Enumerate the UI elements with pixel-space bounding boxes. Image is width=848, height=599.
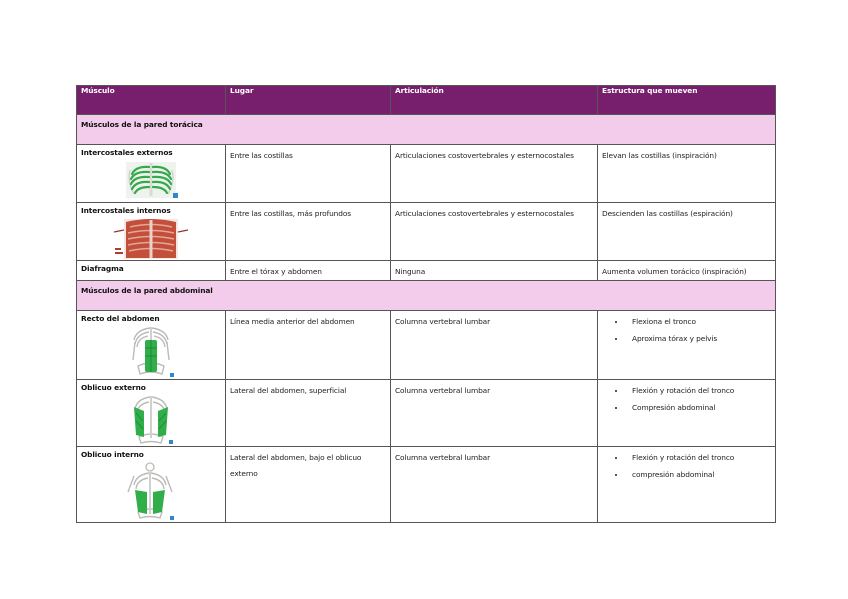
header-lugar: Lugar xyxy=(226,86,391,115)
articulacion-text: Articulaciones costovertebrales y esternocostales xyxy=(395,209,574,218)
estructura-text: Descienden las costillas (espiración) xyxy=(602,209,733,218)
estructura-list xyxy=(602,380,771,416)
skeleton-internal-oblique-illustration xyxy=(126,462,176,522)
lugar-text: Lateral del abdomen, bajo el oblicuo externo xyxy=(230,453,362,478)
list-item: • Flexión y rotación del tronco xyxy=(626,449,771,466)
header-articulacion: Articulación xyxy=(391,86,598,115)
table-row xyxy=(77,380,776,447)
articulacion-text: Columna vertebral lumbar xyxy=(395,453,491,462)
muscle-name: Diafragma xyxy=(81,264,124,273)
lugar-text: Línea media anterior del abdomen xyxy=(230,317,355,326)
ribcage-external-intercostals-illustration xyxy=(122,160,180,200)
estructura-text: Aumenta volumen torácico (inspiración) xyxy=(602,267,747,276)
ribcage-internal-intercostals-illustration xyxy=(110,218,192,260)
table-row xyxy=(77,203,776,261)
skeleton-rectus-abdominis-illustration xyxy=(126,326,176,378)
lugar-text: Lateral del abdomen, superficial xyxy=(230,386,347,395)
muscle-name: Oblicuo externo xyxy=(81,383,146,392)
articulacion-text: Columna vertebral lumbar xyxy=(395,317,491,326)
articulacion-text: Articulaciones costovertebrales y esternocostales xyxy=(395,151,574,160)
table-row xyxy=(77,311,776,380)
table-row xyxy=(77,447,776,523)
section-row xyxy=(77,281,776,311)
table-row xyxy=(77,145,776,203)
section-title: Músculos de la pared torácica xyxy=(77,115,776,145)
header-musculo: Músculo xyxy=(77,86,226,115)
lugar-text: Entre las costillas xyxy=(230,151,293,160)
table-header xyxy=(77,86,776,115)
header-estructura: Estructura que mueven xyxy=(598,86,776,115)
list-item: • Flexiona el tronco xyxy=(626,313,771,330)
lugar-text: Entre el tórax y abdomen xyxy=(230,267,322,276)
section-title: Músculos de la pared abdominal xyxy=(77,281,776,311)
muscles-table xyxy=(76,85,776,523)
skeleton-external-oblique-illustration xyxy=(127,395,175,445)
articulacion-text: Ninguna xyxy=(395,267,426,276)
muscle-name: Intercostales internos xyxy=(81,206,171,215)
muscle-name: Recto del abdomen xyxy=(81,314,160,323)
articulacion-text: Columna vertebral lumbar xyxy=(395,386,491,395)
muscle-name: Oblicuo interno xyxy=(81,450,144,459)
estructura-text: Elevan las costillas (inspiración) xyxy=(602,151,717,160)
lugar-text: Entre las costillas, más profundos xyxy=(230,209,352,218)
estructura-list xyxy=(602,311,771,347)
table-row xyxy=(77,261,776,281)
section-row xyxy=(77,115,776,145)
list-item: • compresión abdominal xyxy=(626,466,771,483)
list-item: • Compresión abdominal xyxy=(626,399,771,416)
estructura-list xyxy=(602,447,771,483)
muscle-name: Intercostales externos xyxy=(81,148,173,157)
list-item: • Flexión y rotación del tronco xyxy=(626,382,771,399)
list-item: • Aproxima tórax y pelvis xyxy=(626,330,771,347)
